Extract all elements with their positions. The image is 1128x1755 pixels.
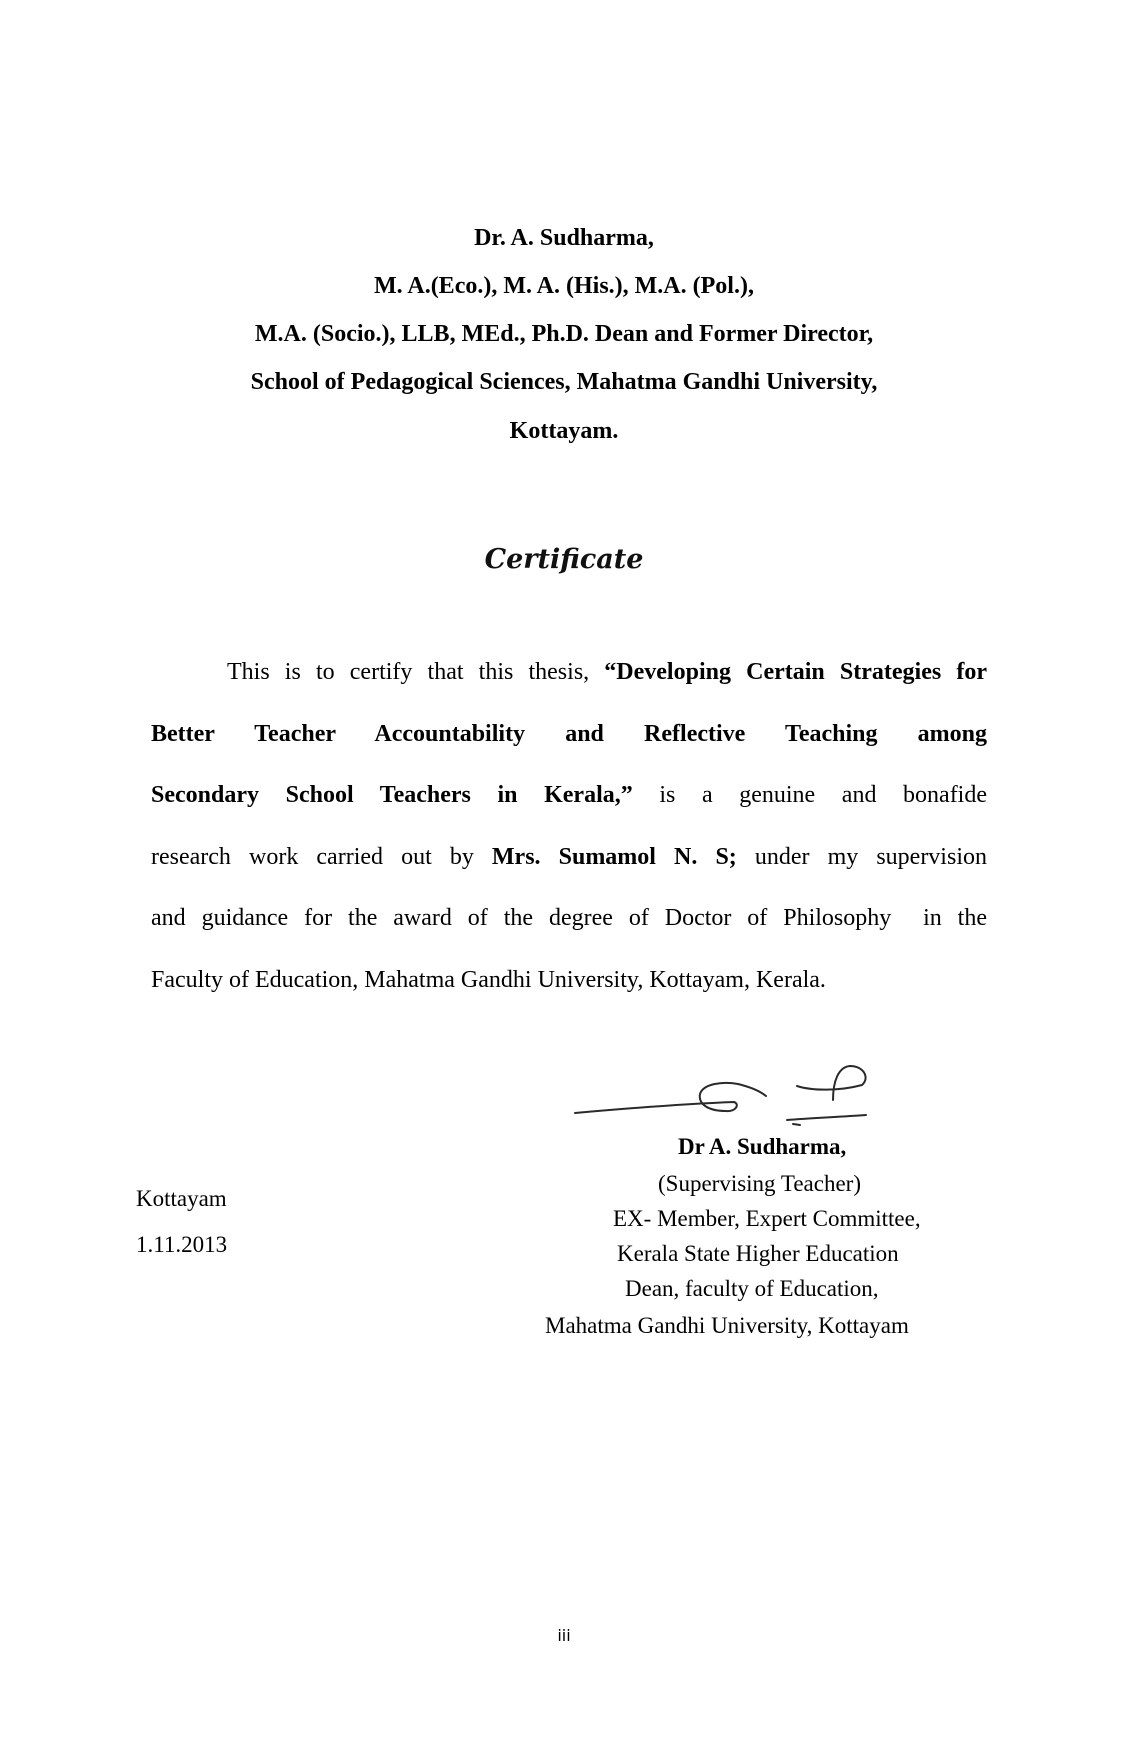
signatory-line-3: Dean, faculty of Education, [625,1276,879,1301]
signature-icon [560,1050,890,1140]
signatory-line-1: EX- Member, Expert Committee, [613,1206,921,1231]
signatory-line-2: Kerala State Higher Education [617,1241,899,1266]
body-line-6 [151,950,987,1012]
body-text-plain: Faculty of Education, Mahatma Gandhi University, Kottayam, Kerala. [151,966,826,993]
body-line-4 [151,827,987,889]
page-number: iii [557,1626,571,1645]
place-date-block [136,1176,227,1268]
letterhead-institution: School of Pedagogical Sciences, Mahatma Gandhi University, [250,369,878,395]
letterhead-qualifications-2: M.A. (Socio.), LLB, MEd., Ph.D. Dean and Former Director, [254,321,874,347]
letterhead [0,214,1128,456]
date: 1.11.2013 [136,1232,228,1257]
body-text-plain: and guidance for the award of the degree of Doctor of Philosophy in the [151,905,987,931]
thesis-title-part-1: “Developing Certain Strategies for [604,659,987,685]
letterhead-qualifications-1: M. A.(Eco.), M. A. (His.), M.A. (Pol.), [374,273,754,299]
candidate-name: Mrs. Sumamol N. S; [491,843,737,870]
thesis-title-part-2: Better Teacher Accountability and Reflective Teaching among [151,720,987,747]
certificate-title: Certificate [484,544,644,575]
body-text-plain: is a genuine and bonafide [632,782,988,808]
body-text-plain: under my supervision [736,843,987,870]
place: Kottayam [136,1186,227,1211]
body-line-1 [151,642,987,704]
letterhead-name: Dr. A. Sudharma, [474,225,654,251]
body-text-plain: research work carried out by [151,843,492,870]
thesis-title-part-3: Secondary School Teachers in Kerala,” [151,782,633,808]
body-line-5 [151,888,987,950]
signatory-line-4: Mahatma Gandhi University, Kottayam [545,1313,909,1338]
letterhead-city: Kottayam. [509,418,619,444]
body-line-2 [151,704,987,766]
certificate-body [151,642,987,1011]
signatory-name: Dr A. Sudharma, [678,1134,847,1159]
body-text-plain: This is to certify that this thesis, [227,659,605,685]
body-line-3 [151,765,987,827]
signatory-role: (Supervising Teacher) [658,1171,861,1196]
